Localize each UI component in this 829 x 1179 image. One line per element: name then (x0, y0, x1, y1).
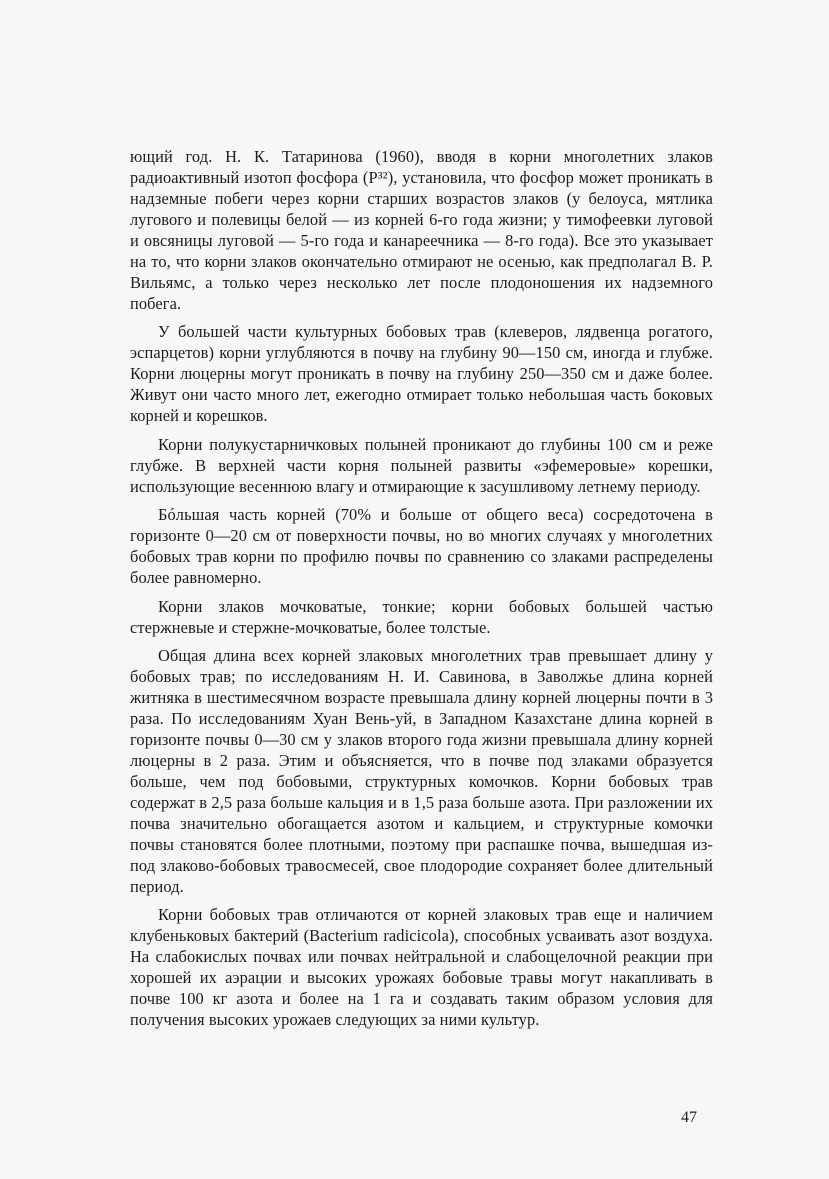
paragraph-7: Корни бобовых трав отличаются от корней злаковых трав еще и наличием клубеньковых бактерий (Bacterium radicicola), способных усваивать азот воздуха. На слабокислых почвах или почвах нейтральной и слабощелочной реакции при хорошей их аэрации и высоких урожаях бобовые травы могут накапливать в почве 100 кг азота и более на 1 га и создавать таким образом условия для получения высоких урожаев следующих за ними культур. (130, 905, 713, 1029)
page-number: 47 (681, 1109, 697, 1126)
paragraph-4: Бóльшая часть корней (70% и больше от общего веса) сосредоточена в горизонте 0—20 см от поверхности почвы, но во многих случаях у многолетних бобовых трав корни по профилю почвы по сравнению со злаками распределены более равномерно. (130, 505, 713, 587)
paragraph-1: ющий год. Н. К. Татаринова (1960), вводя в корни многолетних злаков радиоактивный изотоп фосфора (P³²), установила, что фосфор может проникать в надземные побеги через корни старших возрастов злаков (у белоуса, мятлика лугового и полевицы белой — из корней 6-го года жизни; у тимофеевки луговой и овсяницы луговой — 5-го года и канареечника — 8-го года). Все это указывает на то, что корни злаков окончательно отмирают не осенью, как предполагал В. Р. Вильямс, а только через несколько лет после плодоношения их надземного побега. (130, 147, 713, 313)
paragraph-5: Корни злаков мочковатые, тонкие; корни бобовых большей частью стержневые и стержне-мочковатые, более толстые. (130, 597, 713, 637)
body-text (130, 146, 713, 1030)
paragraph-3: Корни полукустарничковых полыней проникают до глубины 100 см и реже глубже. В верхней части корня полыней развиты «эфемеровые» корешки, использующие весеннюю влагу и отмирающие к засушливому летнему периоду. (130, 435, 713, 496)
paragraph-2: У большей части культурных бобовых трав (клеверов, лядвенца рогатого, эспарцетов) корни углубляются в почву на глубину 90—150 см, иногда и глубже. Корни люцерны могут проникать в почву на глубину 250—350 см и даже более. Живут они часто много лет, ежегодно отмирает только небольшая часть боковых корней и корешков. (130, 322, 713, 425)
paragraph-6: Общая длина всех корней злаковых многолетних трав превышает длину у бобовых трав; по исследованиям Н. И. Савинова, в Заволжье длина корней житняка в шестимесячном возрасте превышала длину корней люцерны почти в 3 раза. По исследованиям Хуан Вень-уй, в Западном Казахстане длина корней в горизонте почвы 0—30 см у злаков второго года жизни превышала длину корней люцерны в 2 раза. Этим и объясняется, что в почве под злаками образуется больше, чем под бобовыми, структурных комочков. Корни бобовых трав содержат в 2,5 раза больше кальция и в 1,5 раза больше азота. При разложении их почва значительно обогащается азотом и кальцием, и структурные комочки почвы становятся более плотными, поэтому при распашке почва, вышедшая из-под злаково-бобовых травосмесей, свое плодородие сохраняет более длительный период. (130, 646, 713, 896)
